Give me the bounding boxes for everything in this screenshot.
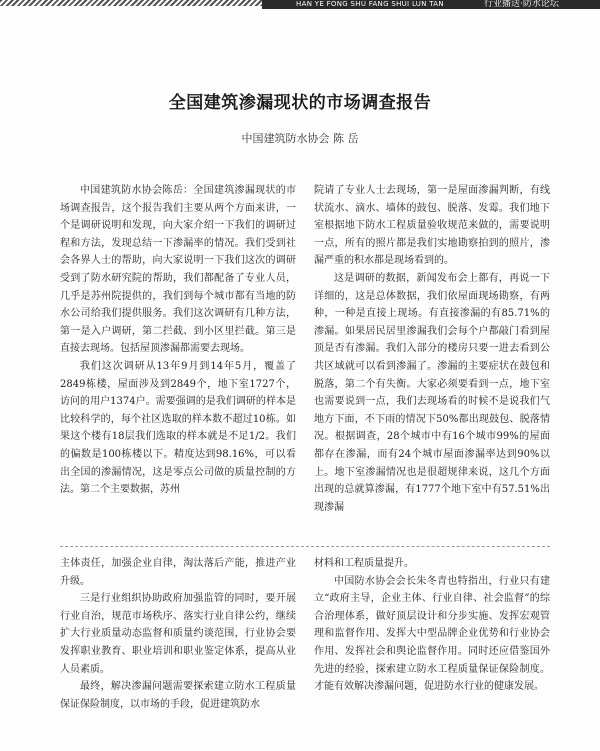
- column-top-right: [314, 182, 550, 538]
- section-divider: [60, 546, 550, 547]
- paragraph: 最终，解决渗漏问题需要探索建立防水工程质量保证保险制度，以市场的手段，促进建筑防水: [60, 681, 296, 710]
- article-title: 全国建筑渗漏现状的市场调查报告: [168, 93, 432, 113]
- paragraph: 中国防水协会会长朱冬青也特指出，行业只有建立“政府主导，企业主体、行业自律、社会监督”的综合治理体系，做好顶层设计和分步实施、发挥宏观管理和监督作用、发挥大中型品牌企业优势和行业协会作用、发挥社会和舆论监督作用。同时还应借鉴国外先进的经验，探索建立防水工程质量保证保险制度。才能有效解决渗漏问题，促进防水行业的健康发展。: [314, 575, 550, 693]
- header-pinyin: HAN YE FONG SHU FANG SHUI LUN TAN: [296, 0, 444, 8]
- paragraph: 主体责任，加强企业自律，淘汰落后产能，推进产业升级。: [60, 558, 296, 587]
- paragraph: 中国建筑防水协会陈岳：全国建筑渗漏现状的市场调查报告，这个报告我们主要从两个方面来讲，一个是调研说明和发现，向大家介绍一下我们的调研过程和方法，发现总结一下渗漏率的情况。我们受到社会各界人士的帮助，向大家说明一下我们这次的调研受到了防水研究院的帮助，我们都配备了专业人员，几乎是苏州院提供的，我们到每个城市都有当地的防水公司给我们提供服务。我们这次调研有几种方法，第一是入户调研，第二拦截、到小区里拦截。第三是直接去现场。包括屋顶渗漏都需要去现场。: [60, 185, 296, 355]
- column-bottom-right: [314, 555, 550, 747]
- paragraph: 三是行业组织协助政府加强监管的同时，要开展行业自治，规范市场秩序、落实行业自律公约，继续扩大行业质量动态监督和质量约谈范围，行业协会要发挥职业教育、职业培训和职业鉴定体系，提高从业人员素质。: [60, 593, 296, 675]
- paragraph: 我们这次调研从13年9月到14年5月，覆盖了2849栋楼，屋面涉及到2849个，地下室1727个，访问的用户1374户。需要强调的是我们调研的样本是比较科学的，每个社区选取的样本数不超过10栋。如果这个楼有18层我们选取的样本就是不足1/2。我们的偏数是100栋楼以下。精度达到98.16%，可以看出全国的渗漏情况，这是零点公司做的质量控制的方法。第二个主要数据，苏州: [60, 360, 296, 496]
- section-tag: 行业播送·防水论坛: [484, 0, 559, 9]
- article-byline: 中国建筑防水协会 陈 岳: [241, 132, 359, 145]
- paragraph: 这是调研的数据，新闻发布会上都有，再说一下详细的，这是总体数据，我们依屋面现场勘察，有两种，一种是直接上现场。有直接渗漏的有85.71%的渗漏。如果居民居里渗漏我们会每个户都敲门看到屋顶是否有渗漏。我们入部分的楼房只要一进去看到公共区域就可以看到渗漏了。渗漏的主要症状在鼓包和脱落，第二个有失衡。大家必须要看到一点，地下室也需要说到一点，我们去现场看的时候不是说我们气地方下面，不下雨的情况下50%都出现鼓包、脱落情况。根据调查，28个城市中有16个城市99%的屋面都存在渗漏，而有24个城市屋面渗漏率达到90%以上。地下室渗漏情况也是很超规律来说，这几个方面出现的总就算渗漏，有1777个地下室中有57.51%出现渗漏: [314, 272, 550, 513]
- paragraph: 材料和工程质量提升。: [314, 558, 414, 569]
- column-top-left: [60, 182, 296, 538]
- header-stripe-decoration: [0, 0, 262, 6]
- paragraph: 院请了专业人士去现场，第一是屋面渗漏判断，有线状流水、滴水、墙体的鼓包、脱落、发霉。我们地下室根据地下防水工程质量验收规范来做的，需要说明一点，所有的照片都是我们实地勘察拍到的照片，渗漏严重的积水都是现场看到的。: [314, 185, 550, 267]
- column-bottom-left: [60, 555, 296, 747]
